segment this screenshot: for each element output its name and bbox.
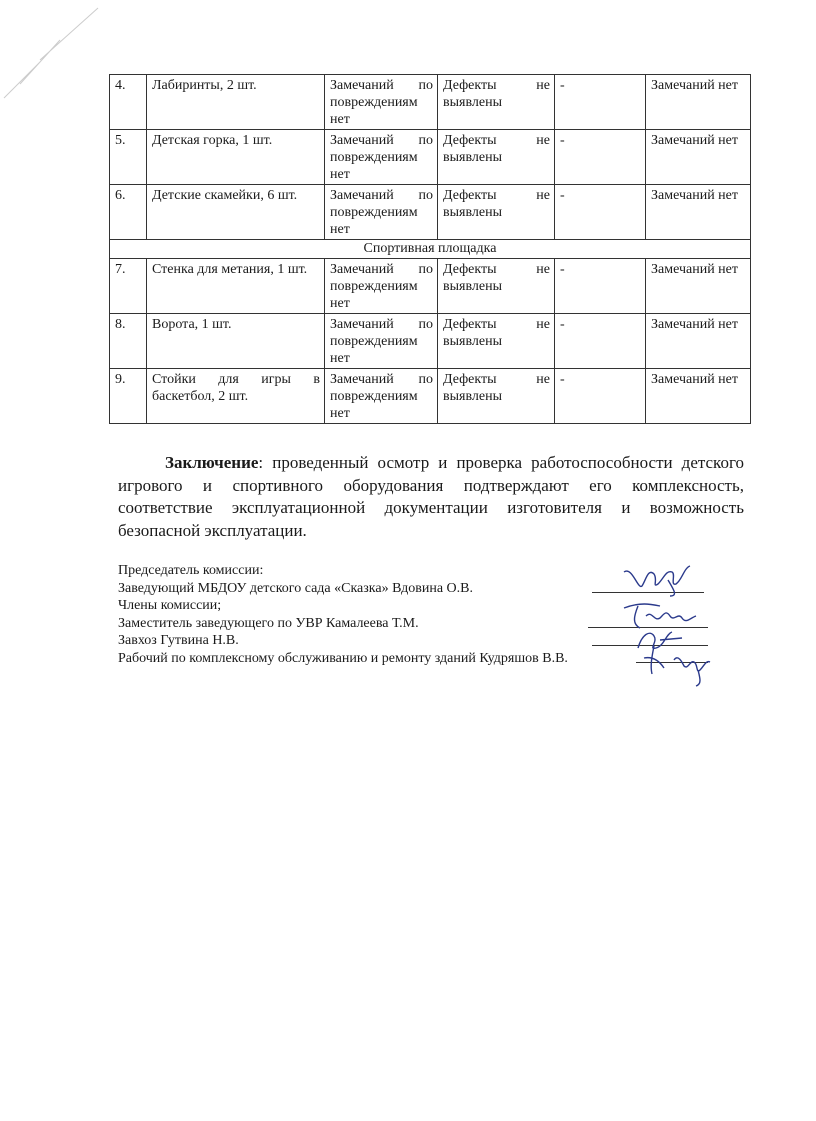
dash-cell: - [555, 314, 646, 369]
equipment-name: Детские скамейки, 6 шт. [147, 185, 325, 240]
defects-status: Дефекты не выявлены [438, 369, 555, 424]
conclusion-label: Заключение [165, 453, 259, 472]
table-row [110, 369, 751, 424]
row-number: 9. [110, 369, 147, 424]
damage-remarks: Замечаний по повреждениям нет [325, 130, 438, 185]
equipment-name: Лабиринты, 2 шт. [147, 75, 325, 130]
row-number: 4. [110, 75, 147, 130]
table-row [110, 75, 751, 130]
chair-heading: Председатель комиссии: [118, 563, 264, 578]
defects-status: Дефекты не выявлены [438, 75, 555, 130]
row-number: 6. [110, 185, 147, 240]
equipment-name: Стенка для метания, 1 шт. [147, 259, 325, 314]
dash-cell: - [555, 259, 646, 314]
remarks-cell: Замечаний нет [646, 259, 751, 314]
section-title: Спортивная площадка [110, 240, 751, 259]
chair-line: Заведующий МБДОУ детского сада «Сказка» Вдовина О.В. [118, 580, 473, 596]
member-line: Рабочий по комплексному обслуживанию и ремонту зданий Кудряшов В.В. [118, 650, 568, 666]
row-number: 8. [110, 314, 147, 369]
row-number: 7. [110, 259, 147, 314]
equipment-name: Ворота, 1 шт. [147, 314, 325, 369]
equipment-name: Детская горка, 1 шт. [147, 130, 325, 185]
table-row [110, 185, 751, 240]
damage-remarks: Замечаний по повреждениям нет [325, 314, 438, 369]
dash-cell: - [555, 369, 646, 424]
dash-cell: - [555, 75, 646, 130]
equipment-name: Стойки для игры в баскетбол, 2 шт. [147, 369, 325, 424]
inspection-table [109, 74, 751, 424]
scan-artifact [0, 0, 110, 110]
commission-signatures [118, 562, 678, 667]
member-line: Заместитель заведующего по УВР Камалеева Т.М. [118, 615, 419, 631]
section-row [110, 240, 751, 259]
signature-member3 [640, 640, 716, 688]
table-row [110, 130, 751, 185]
signature-chair [618, 560, 698, 600]
row-number: 5. [110, 130, 147, 185]
members-heading: Члены комиссии; [118, 598, 222, 613]
defects-status: Дефекты не выявлены [438, 259, 555, 314]
table-row [110, 314, 751, 369]
conclusion-paragraph [118, 452, 744, 542]
dash-cell: - [555, 185, 646, 240]
remarks-cell: Замечаний нет [646, 369, 751, 424]
defects-status: Дефекты не выявлены [438, 314, 555, 369]
remarks-cell: Замечаний нет [646, 75, 751, 130]
conclusion-text: : проведенный осмотр и проверка работоспособности детского игрового и спортивного оборудования подтверждают его комплексность, соответствие эксплуатационной документации изготовителя и возможность безопасной эксплуатации. [118, 453, 744, 540]
damage-remarks: Замечаний по повреждениям нет [325, 369, 438, 424]
remarks-cell: Замечаний нет [646, 130, 751, 185]
damage-remarks: Замечаний по повреждениям нет [325, 75, 438, 130]
damage-remarks: Замечаний по повреждениям нет [325, 259, 438, 314]
damage-remarks: Замечаний по повреждениям нет [325, 185, 438, 240]
member-line: Завхоз Гутвина Н.В. [118, 633, 239, 648]
remarks-cell: Замечаний нет [646, 314, 751, 369]
remarks-cell: Замечаний нет [646, 185, 751, 240]
defects-status: Дефекты не выявлены [438, 130, 555, 185]
defects-status: Дефекты не выявлены [438, 185, 555, 240]
dash-cell: - [555, 130, 646, 185]
table-row [110, 259, 751, 314]
